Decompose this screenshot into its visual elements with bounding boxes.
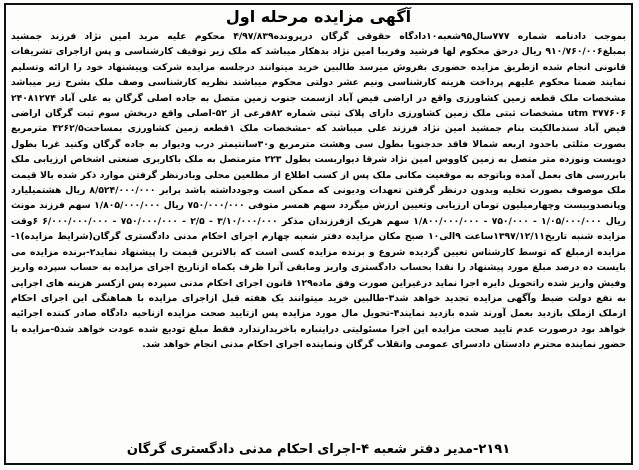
notice-title: آگهی مزایده مرحله اول	[225, 7, 412, 26]
notice-footer: ۲۱۹۱-مدیر دفتر شعبه ۴-اجرای احکام مدنی دادگستری گرگان	[126, 442, 511, 457]
notice-body: بموجب دادنامه شماره ۷۷۷سال۹۵شعبه۱۰دادگاه حقوقی گرگان درپرونده۴/۹۷/۸۳۹ محکوم علیه مرید امین نژاد فرزند جمشید بمبلغ۹۱۰/۷۶۰/۰۰۶ ریال درحق محکوم لها فرشید وفریبا امین نژاد بدهکار میباشد که ملک زیر توقیف کارشناسی و پس ازاجرای تشریفات قانونی انجام شده ازطریق مزایده حضوری بفروش میرسد طالبین خرید میتوانند درجلسه مزایده شرکت وپیشنهاد خود را ارائه وتسلیم نمایند ضمنا محکوم علیهم پرداخت هزینه کارشناسی ونیم عشر دولتی محکوم میباشند نظریه کارشناسی وصف ملک بشرح زیر میباشد مشخصات ملک قطعه زمین کشاورزی واقع در اراضی فیض آباد ازسمت جنوب زمین متصل به جاده اصلی گرگان به علی آباد ۲۴۰۸۱۲۷۴ utm ۳۷۷۶۰۶ مشخصات ثبتی ملک زمین کشاورزی دارای پلاک ثبتی شماره ۸۲فرعی از ۵۲-اصلی واقع دربخش سوم ثبت گرگان اراضی فیض آباد سندمالکیت بنام جمشید امین نژاد فرزند علی میباشد که -مشخصات ملک ۱قطعه زمین کشاورزی بمساحت۴۲۶۲/۵ مترمربع بصورت مثلثی باحدود اربعه شمالا فاقد حدجنوبا بطول سی وهشت مترمربع و۳۰سانتیمتر درب ودیوار به جاده گرگان وکنید غربا بطول دویست ونوزده متر متصل به زمین کاووس امین نژاد شرقا دیواربست بطول ۲۲۳ مترمتصل به ملک باکاربری صنعتی اشخاص ارزیابی ملک بابررسی های بعمل آمده وباتوجه به موقعیت مکانی ملک پس از کسب اطلاع از مطلعین محلی وبادرنظر گرفتن موارد ذکر شده بالا قیمت ملک موصوف بصورت تخلیه وبدون درنظر گرفتن تعهدات ودیونی که ممکن است وجودداشته باشد برابر ۸/۵۲۴/۰۰۰/۰۰۰ ریال هشتمیلیارد وپانصدوبیست وچهارمیلیون تومان ارزیابی وتعیین ارزش میگردد سهم همسر متوفی ۷۵۰/۰۰۰/۰۰۰ ریال ۱/۸۰۵/۰۰۰/۰۰۰ سهم فرزند مونث ریال ۱/۰۵/۰۰۰/۰۰۰ - ۷۵۰/۰۰۰ - ۱/۸۰۰/۰۰۰/۰۰۰ سهم هریک ازفرزندان مذکر ۳/۱۰/۰۰۰/۰۰۰ - ۲/۵ - ۷۵۰/۰۰۰/۰۰۰ - ۶/۰۰۰/۰۰۰/۰۰۰ ۶وقت مزایده شنبه تاریخ۱۳۹۷/۱۲/۱۱ساعت ۹الی۱۰ صبح مکان مزایده دفتر شعبه چهارم اجرای احکام مدنی دادگستری گرگان(شرایط مزایده)۱-مزایده ازمبلغ که توسط کارشناس تعیین گردیده شروع و برنده مزایده کسی است که بالاترین قیمت را پیشنهاد نماید۲-برنده مزایده می بایست ده درصد مبلغ مورد پیشنهاد را نقدا بحساب دادگستری واریز ومابقی آنرا ظرف یکماه ازتاریخ اجرای مزایده به حساب سپرده واریز وفیش واریز شده راتحویل دایره اجرا نماید درغیراین صورت وفق ماده۱۲۹ قانون اجرای احکام مدنی سپرده پس ازکسر هزینه های اجرایی به نفع دولت ضبط وآگهی مزایده تجدید خواهد شد۳-طالبین خرید میتوانند یک هفته قبل ازاجرای مزایده با هماهنگی این اجرای احکام ازملک ازملک بازدید بعمل آورند شده بازدید نمایند۴-تحویل مال مورد مزایده پس ازتایید صحت مزایده ازناحیه دادگاه صادر کننده اجرائیه خواهد بود درصورت عدم تایید صحت مزایده این اجرا مسئولیتی دراینباره باخریدارندارد فقط مبلغ تودیع شده عودت خواهد شد۵-مزایده با حضور نماینده محترم دادستان دادسرای عمومی وانقلاب گرگان ونماینده اجرای احکام مدنی انجام خواهد شد.	[11, 31, 627, 351]
notice-frame	[4, 3, 633, 465]
